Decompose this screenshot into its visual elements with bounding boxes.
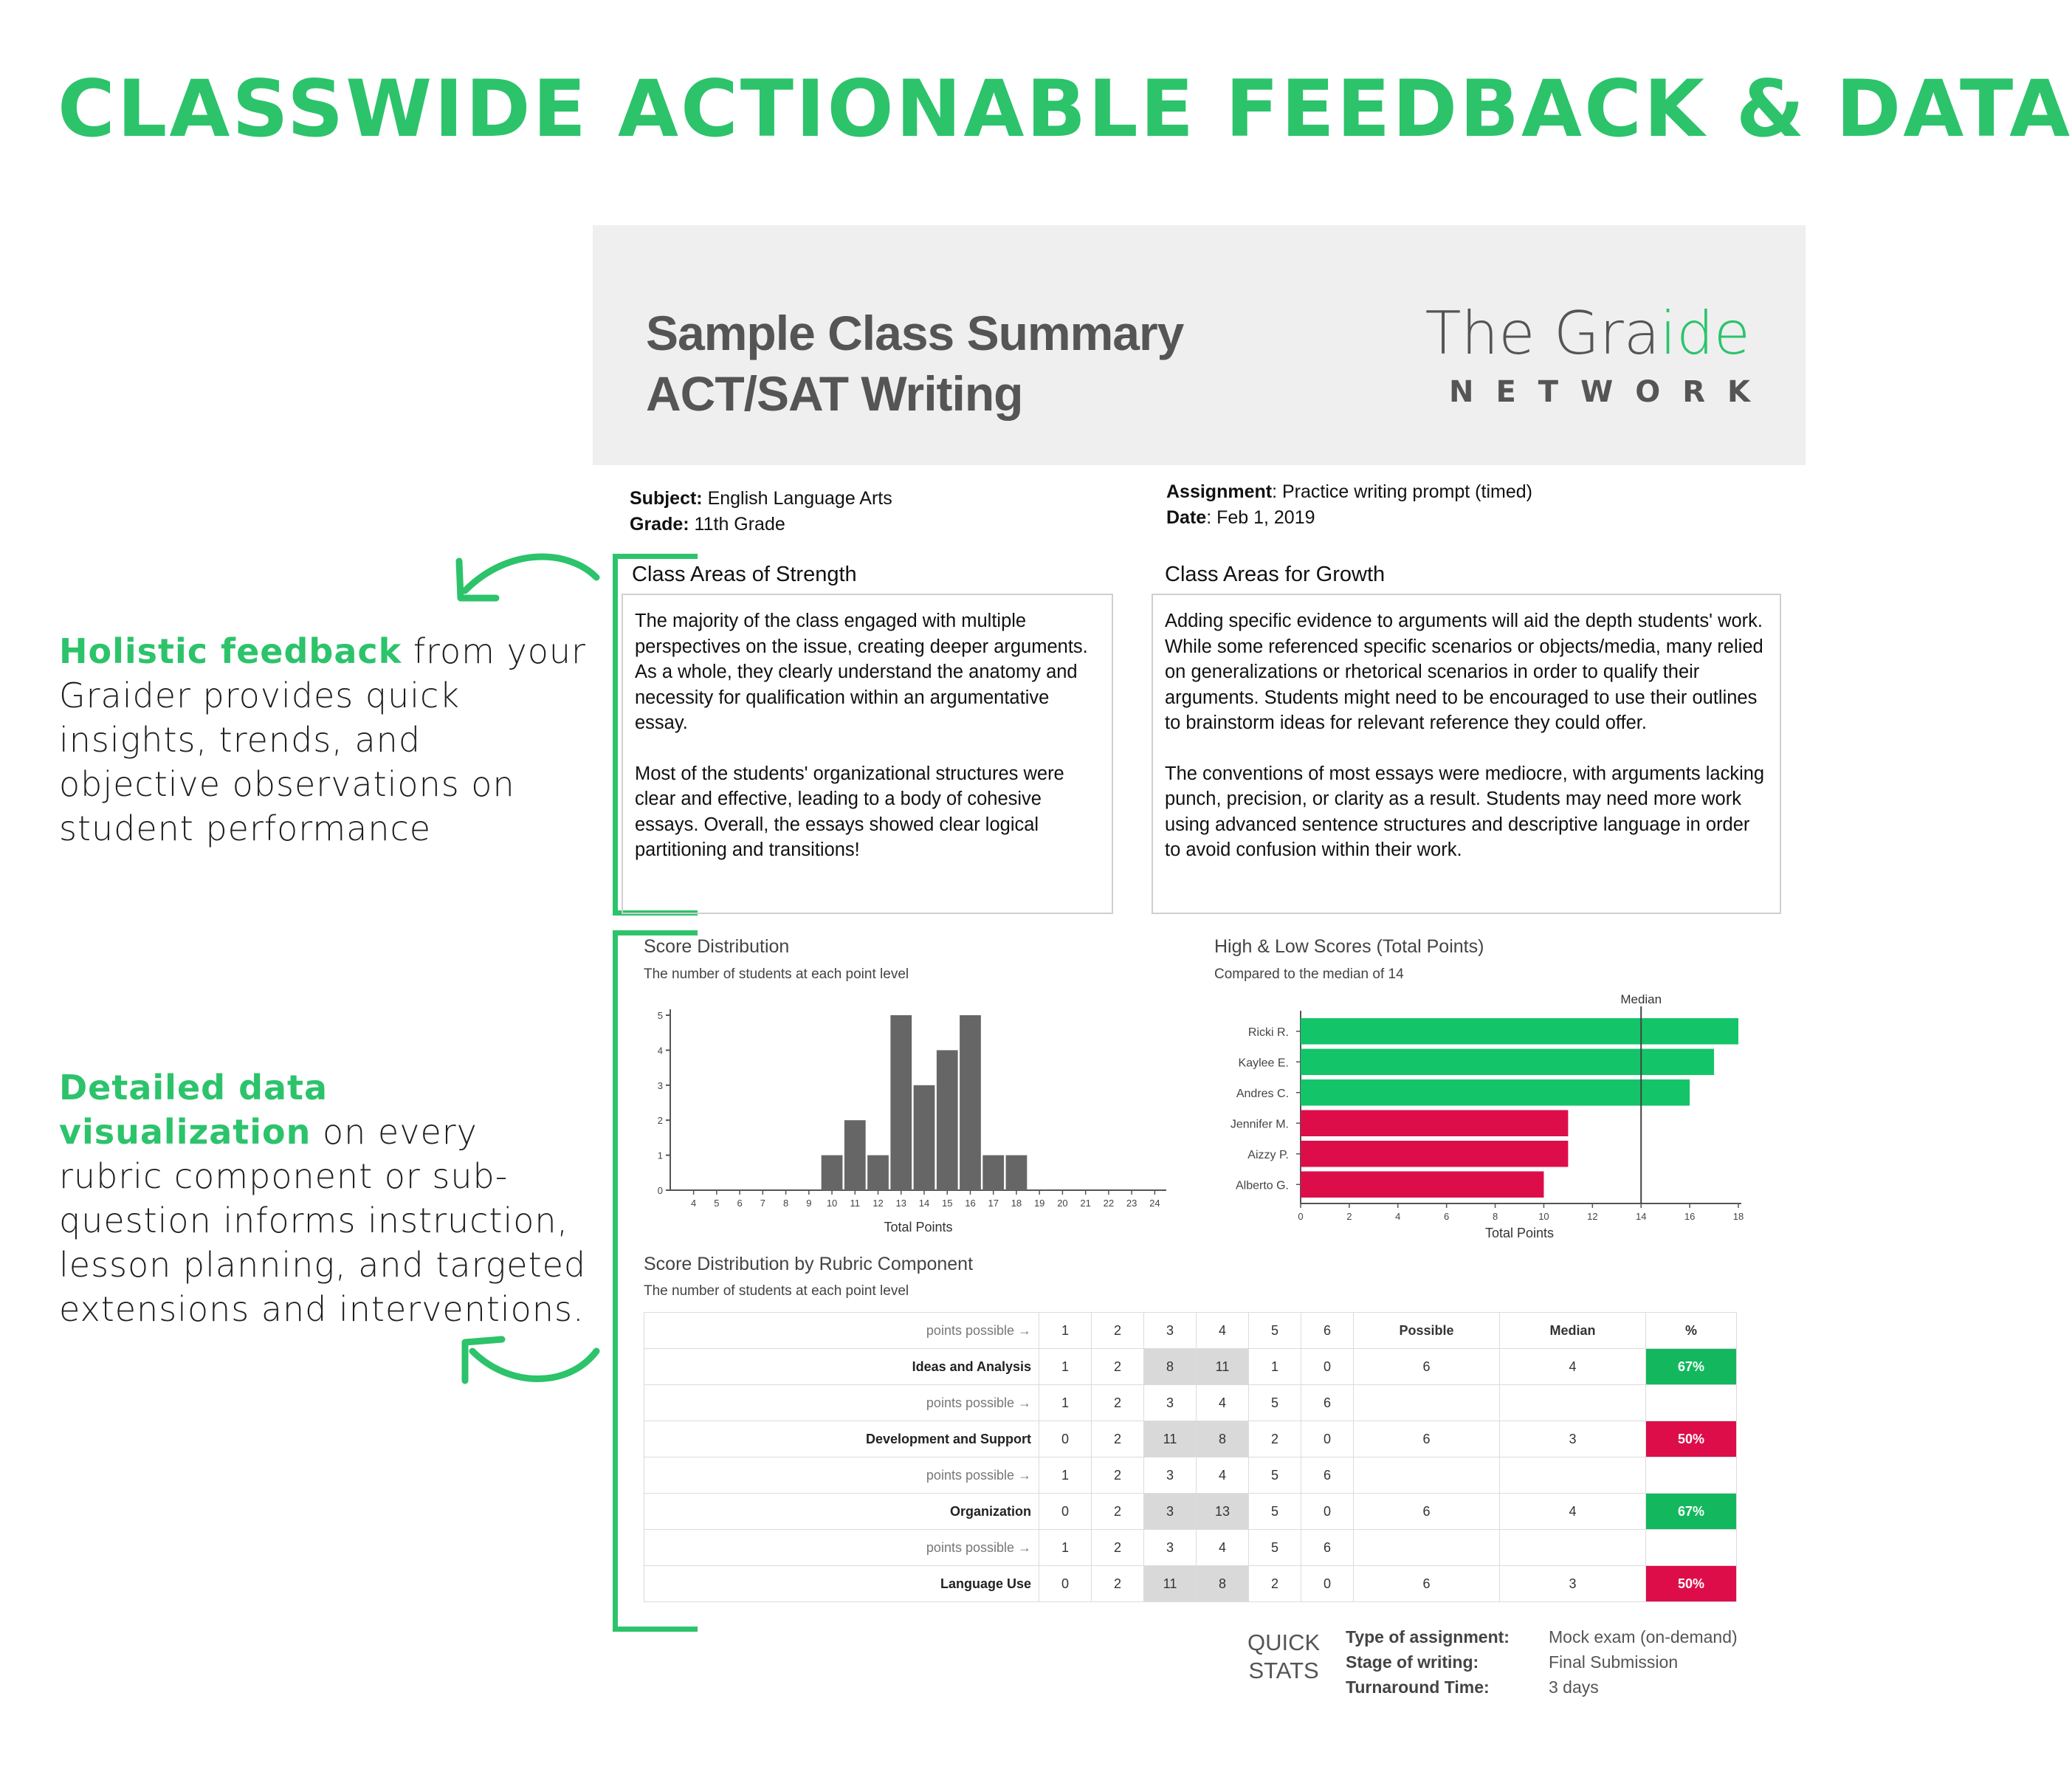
- possible-cell: 6: [1354, 1494, 1500, 1530]
- x-axis-label: Total Points: [884, 1220, 953, 1234]
- score-bar: [1301, 1141, 1568, 1167]
- summary-title: Sample Class Summary: [646, 306, 1184, 360]
- percent-badge: 67%: [1646, 1349, 1737, 1385]
- high-low-chart: [1211, 989, 1753, 1244]
- score-distribution-title: Score Distribution: [644, 936, 790, 957]
- histogram-bar: [960, 1015, 981, 1190]
- subject-label: Subject:: [630, 488, 703, 509]
- empty-cell: [1646, 1457, 1737, 1494]
- x-tick-label: 6: [1444, 1211, 1450, 1222]
- curved-arrow-icon: [443, 539, 605, 620]
- histogram-bar: [914, 1085, 935, 1190]
- points-cell: 4: [1197, 1530, 1249, 1566]
- histogram-bar: [890, 1015, 912, 1190]
- points-header-cell: 3: [1144, 1313, 1197, 1349]
- x-tick-label: 0: [1298, 1211, 1304, 1222]
- strength-paragraph-1: The majority of the class engaged with multiple perspectives on the issue, creating deeper arguments. As a whole, they clearly understand the anatomy and necessity for qualification within an argumentative essay.: [635, 611, 1088, 733]
- x-tick-label: 21: [1080, 1198, 1091, 1209]
- stage-of-writing-label: Stage of writing:: [1346, 1652, 1479, 1672]
- x-tick-label: 2: [1346, 1211, 1352, 1222]
- curved-arrow-icon: [443, 1322, 605, 1403]
- logo-text-b: ide: [1659, 299, 1750, 368]
- points-cell: 5: [1249, 1530, 1301, 1566]
- grade-value: 11th Grade: [689, 514, 785, 535]
- x-tick-label: 20: [1057, 1198, 1068, 1209]
- holistic-feedback-callout: [59, 629, 591, 851]
- assignment-value: : Practice writing prompt (timed): [1272, 481, 1532, 502]
- stage-of-writing-value: Final Submission: [1549, 1652, 1679, 1672]
- x-tick-label: 12: [1587, 1211, 1598, 1222]
- count-cell: 0: [1039, 1566, 1092, 1602]
- x-tick-label: 16: [965, 1198, 976, 1209]
- score-bar: [1301, 1079, 1690, 1106]
- x-tick-label: 18: [1011, 1198, 1022, 1209]
- table-row: [644, 1349, 1737, 1385]
- histogram-bar: [867, 1155, 889, 1190]
- points-possible-label: points possible →: [644, 1457, 1039, 1494]
- points-cell: 4: [1197, 1385, 1249, 1421]
- x-tick-label: 17: [988, 1198, 999, 1209]
- percent-badge: 50%: [1646, 1421, 1737, 1457]
- date-label: Date: [1166, 507, 1207, 528]
- table-row: [644, 1421, 1737, 1457]
- points-header-cell: 5: [1249, 1313, 1301, 1349]
- student-name-label: Ricki R.: [1247, 1026, 1289, 1039]
- points-cell: 6: [1301, 1530, 1354, 1566]
- strength-title: Class Areas of Strength: [632, 563, 857, 586]
- count-cell: 1: [1249, 1349, 1301, 1385]
- pct-header: %: [1646, 1313, 1737, 1349]
- points-possible-label: points possible →: [644, 1530, 1039, 1566]
- percent-badge: 67%: [1646, 1494, 1737, 1530]
- x-tick-label: 15: [942, 1198, 953, 1209]
- quick-stats-line2: STATS: [1248, 1658, 1319, 1683]
- count-cell: 8: [1144, 1349, 1197, 1385]
- detailed-text: on every rubric component or sub-question informs instruction, lesson planning, and targeted extensions and interventions.: [59, 1112, 587, 1329]
- count-cell: 2: [1092, 1566, 1144, 1602]
- turnaround-time-value: 3 days: [1549, 1677, 1599, 1697]
- x-tick-label: 10: [826, 1198, 838, 1209]
- growth-box: [1152, 594, 1781, 914]
- empty-cell: [1500, 1457, 1646, 1494]
- x-tick-label: 13: [895, 1198, 906, 1209]
- table-row: [644, 1566, 1737, 1602]
- x-tick-label: 11: [850, 1198, 861, 1209]
- empty-cell: [1354, 1385, 1500, 1421]
- count-cell: 2: [1249, 1421, 1301, 1457]
- x-tick-label: 8: [1492, 1211, 1498, 1222]
- x-tick-label: 16: [1684, 1211, 1696, 1222]
- growth-paragraph-1: Adding specific evidence to arguments will aid the depth students' work. While some referenced specific scenarios or objects/media, many relied on generalizations or rhetorical scenarios in order to qualify their arguments. Students might need to be encouraged to use their outlines to brainstorm ideas for relevant reference they could offer.: [1165, 611, 1763, 733]
- x-tick-label: 4: [1395, 1211, 1401, 1222]
- x-tick-label: 12: [872, 1198, 884, 1209]
- rubric-title: Score Distribution by Rubric Component: [644, 1254, 974, 1274]
- score-bar: [1301, 1110, 1568, 1137]
- summary-subtitle: ACT/SAT Writing: [646, 366, 1023, 421]
- median-cell: 3: [1500, 1421, 1646, 1457]
- rubric-component-name: Ideas and Analysis: [644, 1349, 1039, 1385]
- grade-label: Grade:: [630, 514, 689, 535]
- empty-cell: [1354, 1530, 1500, 1566]
- growth-title: Class Areas for Growth: [1165, 563, 1386, 586]
- type-of-assignment-value: Mock exam (on-demand): [1549, 1627, 1738, 1646]
- count-cell: 13: [1197, 1494, 1249, 1530]
- score-distribution-subtitle: The number of students at each point level: [644, 966, 909, 982]
- score-bar: [1301, 1018, 1738, 1045]
- median-cell: 4: [1500, 1349, 1646, 1385]
- y-tick-label: 0: [657, 1185, 663, 1196]
- histogram-bar: [844, 1120, 866, 1190]
- points-cell: 2: [1092, 1457, 1144, 1494]
- meta-assignment-date: [1166, 479, 1532, 531]
- count-cell: 8: [1197, 1566, 1249, 1602]
- rubric-subtitle: The number of students at each point level: [644, 1283, 909, 1299]
- meta-subject-grade: [630, 486, 892, 538]
- score-bar: [1301, 1172, 1543, 1198]
- points-cell: 6: [1301, 1457, 1354, 1494]
- histogram-bar: [937, 1050, 958, 1190]
- percent-badge: 50%: [1646, 1566, 1737, 1602]
- logo-network: NETWORK: [1448, 375, 1772, 409]
- x-tick-label: 22: [1103, 1198, 1115, 1209]
- count-cell: 0: [1039, 1421, 1092, 1457]
- count-cell: 0: [1301, 1566, 1354, 1602]
- x-tick-label: 6: [737, 1198, 743, 1209]
- student-name-label: Andres C.: [1236, 1087, 1289, 1100]
- student-name-label: Jennifer M.: [1230, 1118, 1289, 1131]
- points-header-cell: 1: [1039, 1313, 1092, 1349]
- points-possible-row: [644, 1530, 1737, 1566]
- logo: [1425, 299, 1750, 368]
- possible-cell: 6: [1354, 1421, 1500, 1457]
- x-tick-label: 10: [1538, 1211, 1549, 1222]
- points-possible-label: points possible →: [644, 1313, 1039, 1349]
- count-cell: 0: [1301, 1349, 1354, 1385]
- possible-cell: 6: [1354, 1349, 1500, 1385]
- high-low-subtitle: Compared to the median of 14: [1214, 966, 1404, 982]
- score-bar: [1301, 1049, 1714, 1076]
- median-header: Median: [1500, 1313, 1646, 1349]
- turnaround-time-label: Turnaround Time:: [1346, 1677, 1490, 1697]
- x-tick-label: 14: [1635, 1211, 1647, 1222]
- possible-cell: 6: [1354, 1566, 1500, 1602]
- count-cell: 0: [1301, 1494, 1354, 1530]
- type-of-assignment-label: Type of assignment:: [1346, 1627, 1510, 1646]
- rubric-table: [644, 1312, 1737, 1602]
- empty-cell: [1646, 1385, 1737, 1421]
- points-header-cell: 2: [1092, 1313, 1144, 1349]
- growth-paragraph-2: The conventions of most essays were mediocre, with arguments lacking punch, precision, or clarity as a result. Students may need more work using advanced sentence structures and descriptive language in order to avoid confusion within their work.: [1165, 763, 1765, 860]
- y-tick-label: 5: [657, 1010, 663, 1021]
- rubric-component-name: Organization: [644, 1494, 1039, 1530]
- student-name-label: Aizzy P.: [1247, 1148, 1289, 1161]
- quick-stats-line1: QUICK: [1247, 1630, 1321, 1655]
- possible-header: Possible: [1354, 1313, 1500, 1349]
- count-cell: 11: [1144, 1421, 1197, 1457]
- points-cell: 2: [1092, 1530, 1144, 1566]
- table-header-row: [644, 1313, 1737, 1349]
- count-cell: 2: [1092, 1421, 1144, 1457]
- high-low-title: High & Low Scores (Total Points): [1214, 936, 1484, 957]
- points-possible-row: [644, 1385, 1737, 1421]
- strength-box: [622, 594, 1113, 914]
- count-cell: 1: [1039, 1349, 1092, 1385]
- histogram-bar: [982, 1155, 1004, 1190]
- count-cell: 3: [1144, 1494, 1197, 1530]
- data-visualization-callout: [59, 1065, 591, 1331]
- histogram-bar: [822, 1155, 843, 1190]
- strength-paragraph-2: Most of the students' organizational structures were clear and effective, leading to a body of cohesive essays. Overall, the essays showed clear logical partitioning and transitions!: [635, 763, 1064, 860]
- points-cell: 3: [1144, 1457, 1197, 1494]
- x-tick-label: 23: [1126, 1198, 1137, 1209]
- points-cell: 3: [1144, 1385, 1197, 1421]
- logo-text-a: The Gra: [1425, 299, 1660, 368]
- y-tick-label: 3: [657, 1079, 663, 1091]
- median-cell: 3: [1500, 1566, 1646, 1602]
- page-title: CLASSWIDE ACTIONABLE FEEDBACK & DATA: [58, 63, 2072, 154]
- holistic-text: from your Graider provides quick insights, trends, and objective observations on student performance: [59, 631, 586, 848]
- points-cell: 4: [1197, 1457, 1249, 1494]
- student-name-label: Alberto G.: [1235, 1179, 1289, 1192]
- quick-stats-label: [1247, 1629, 1320, 1685]
- points-header-cell: 6: [1301, 1313, 1354, 1349]
- rubric-component-name: Development and Support: [644, 1421, 1039, 1457]
- points-cell: 5: [1249, 1457, 1301, 1494]
- x-axis-label: Total Points: [1484, 1226, 1555, 1240]
- x-tick-label: 8: [782, 1198, 789, 1209]
- x-tick-label: 7: [760, 1198, 765, 1209]
- points-cell: 6: [1301, 1385, 1354, 1421]
- count-cell: 2: [1249, 1566, 1301, 1602]
- count-cell: 0: [1039, 1494, 1092, 1530]
- y-tick-label: 2: [657, 1115, 663, 1127]
- points-cell: 5: [1249, 1385, 1301, 1421]
- count-cell: 2: [1092, 1494, 1144, 1530]
- empty-cell: [1500, 1530, 1646, 1566]
- date-value: : Feb 1, 2019: [1206, 507, 1315, 528]
- score-distribution-chart: [635, 997, 1174, 1240]
- points-cell: 1: [1039, 1385, 1092, 1421]
- empty-cell: [1354, 1457, 1500, 1494]
- x-tick-label: 5: [714, 1198, 720, 1209]
- summary-header: [593, 225, 1806, 465]
- points-header-cell: 4: [1197, 1313, 1249, 1349]
- rubric-component-name: Language Use: [644, 1566, 1039, 1602]
- x-tick-label: 18: [1732, 1211, 1744, 1222]
- count-cell: 11: [1144, 1566, 1197, 1602]
- points-possible-row: [644, 1457, 1737, 1494]
- points-cell: 1: [1039, 1457, 1092, 1494]
- x-tick-label: 9: [806, 1198, 812, 1209]
- assignment-label: Assignment: [1166, 481, 1273, 502]
- subject-value: English Language Arts: [702, 488, 892, 509]
- count-cell: 11: [1197, 1349, 1249, 1385]
- count-cell: 5: [1249, 1494, 1301, 1530]
- points-cell: 3: [1144, 1530, 1197, 1566]
- x-tick-label: 24: [1149, 1198, 1160, 1209]
- detailed-highlight: Detailed data visualization: [59, 1068, 328, 1152]
- count-cell: 0: [1301, 1421, 1354, 1457]
- table-row: [644, 1494, 1737, 1530]
- median-cell: 4: [1500, 1494, 1646, 1530]
- empty-cell: [1646, 1530, 1737, 1566]
- y-tick-label: 1: [657, 1150, 663, 1161]
- x-tick-label: 19: [1033, 1198, 1045, 1209]
- histogram-bar: [1006, 1155, 1028, 1190]
- points-cell: 1: [1039, 1530, 1092, 1566]
- x-tick-label: 4: [691, 1198, 697, 1209]
- x-tick-label: 14: [918, 1198, 930, 1209]
- median-label: Median: [1620, 992, 1662, 1006]
- count-cell: 8: [1197, 1421, 1249, 1457]
- count-cell: 2: [1092, 1349, 1144, 1385]
- student-name-label: Kaylee E.: [1238, 1057, 1289, 1070]
- empty-cell: [1500, 1385, 1646, 1421]
- y-tick-label: 4: [657, 1045, 663, 1057]
- points-possible-label: points possible →: [644, 1385, 1039, 1421]
- points-cell: 2: [1092, 1385, 1144, 1421]
- holistic-highlight: Holistic feedback: [59, 631, 402, 671]
